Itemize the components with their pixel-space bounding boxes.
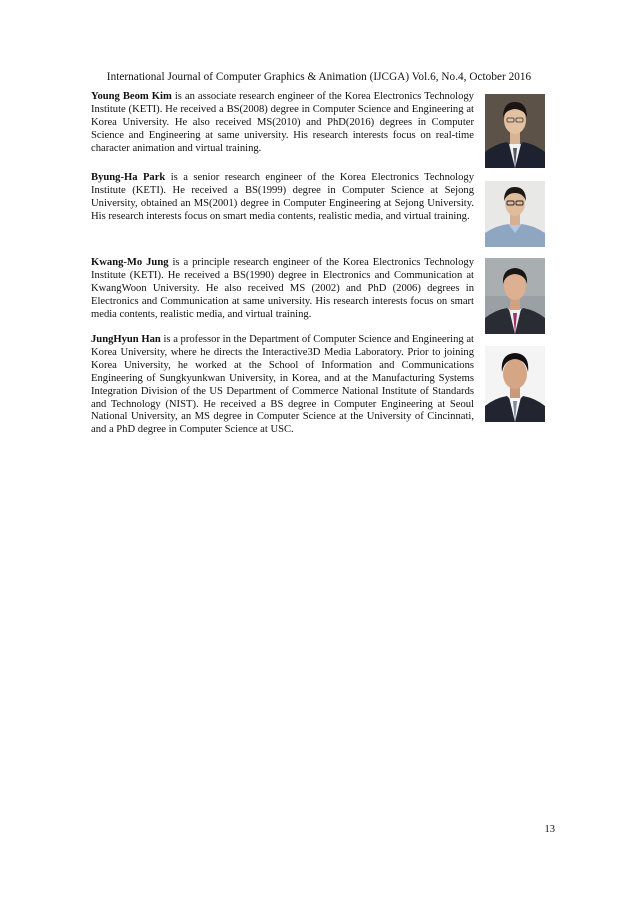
bio-junghyun-han xyxy=(91,334,474,437)
portrait-icon xyxy=(485,94,545,168)
bio-kwang-mo-jung xyxy=(91,257,474,322)
bio-byung-ha-park xyxy=(91,172,474,224)
author-name: Young Beom Kim xyxy=(91,91,172,102)
author-photo-young-beom-kim xyxy=(485,94,545,168)
bio-young-beom-kim xyxy=(91,91,474,156)
portrait-icon xyxy=(485,258,545,334)
author-bio-text: is a professor in the Department of Computer Science and Engineering at Korea University, where he directs the Interactive3D Media Laboratory. Prior to joining Korea University, he worked at the School of Information and Communications Engineering of Sungkyunkwan University, in Korea, and at the Manufacturing Systems Integration Division of the US Department of Commerce National Institute of Standards and Technology (NIST). He received a BS degree in Computer Engineering at Seoul National University, an MS degree in Computer Science at the University of Cincinnati, and a PhD degree in Computer Science at USC. xyxy=(91,334,474,436)
author-name: Byung-Ha Park xyxy=(91,172,166,183)
author-bio-text: is an associate research engineer of the Korea Electronics Technology Institute (KETI). He received a BS(2008) degree in Computer Science and Engineering at Korea University. He also received MS(2010) and PhD(2016) degrees in Computer Science and Engineering at same university. His research interests focus on real-time character animation and virtual training. xyxy=(91,91,474,154)
author-photo-byung-ha-park xyxy=(485,181,545,247)
author-bio-text: is a principle research engineer of the Korea Electronics Technology Institute (KETI). He received a BS(1990) degree in Electronics and Communication at KwangWoon University. He also received MS (2002) and PhD (2006) degrees in Electronics and Communication at same university. His research interests focus on smart media contents, realistic media, and virtual training. xyxy=(91,257,474,320)
journal-header: International Journal of Computer Graphics & Animation (IJCGA) Vol.6, No.4, October 2016 xyxy=(106,71,532,83)
page-number: 13 xyxy=(544,824,555,835)
author-photo-junghyun-han xyxy=(485,346,545,422)
portrait-icon xyxy=(485,346,545,422)
portrait-icon xyxy=(485,181,545,247)
author-name: Kwang-Mo Jung xyxy=(91,257,169,268)
author-name: JungHyun Han xyxy=(91,334,161,345)
author-bio-text: is a senior research engineer of the Korea Electronics Technology Institute (KETI). He received a BS(1999) degree in Computer Science at Sejong University, obtained an MS(2001) degree in Computer Engineering at Sejong University. His research interests focus on smart media contents, realistic media, and virtual training. xyxy=(91,172,474,222)
author-photo-kwang-mo-jung xyxy=(485,258,545,334)
